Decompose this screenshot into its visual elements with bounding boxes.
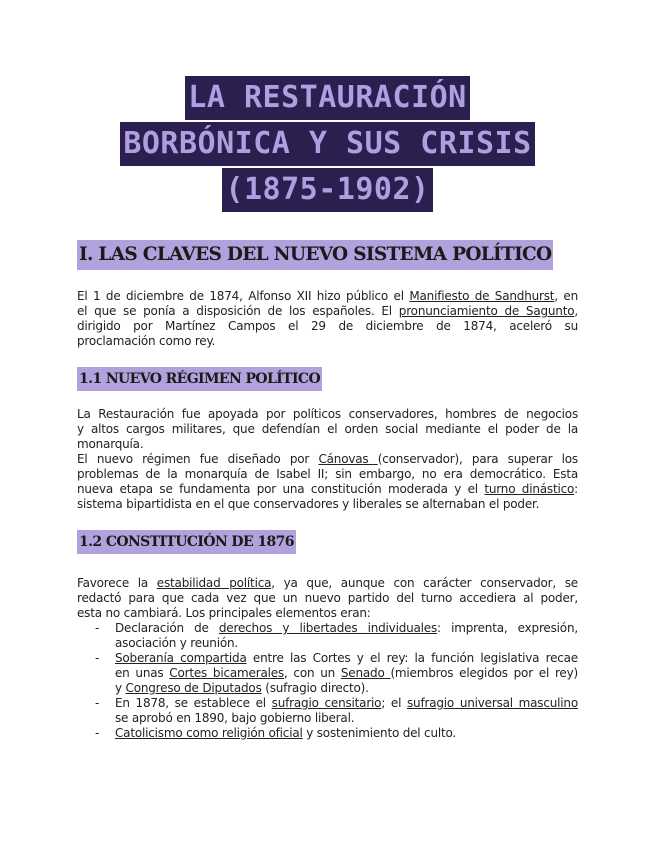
estabilidad-politica-term: estabilidad política: [156, 576, 272, 590]
text-line: nueva etapa se fundamenta por una constitución moderada y el turno dinástico:: [77, 482, 578, 496]
title-text-3: (1875-1902): [222, 168, 432, 212]
pronunciamiento-sagunto-term: pronunciamiento de Sagunto: [398, 304, 575, 318]
section-1-heading: I. LAS CLAVES DEL NUEVO SISTEMA POLÍTICO: [77, 240, 553, 270]
section-1-2-heading: 1.2 CONSTITUCIÓN DE 1876: [77, 530, 296, 554]
text-line: sistema bipartidista en el que conservadores y liberales se alternaban el poder.: [77, 497, 540, 511]
derechos-libertades-term: derechos y libertades individuales: [218, 621, 438, 635]
bullet-dash: -: [95, 651, 100, 665]
text-line: El nuevo régimen fue diseñado por Cánovas (conservador), para superar los: [77, 452, 578, 466]
turno-dinastico-term: turno dinástico: [484, 482, 575, 496]
congreso-diputados-term: Congreso de Diputados: [125, 681, 262, 695]
section-1-paragraph: [77, 289, 578, 349]
soberania-compartida-term: Soberanía compartida: [115, 651, 247, 665]
text-line: Favorece la estabilidad política, ya que, aunque con carácter conservador, se: [77, 576, 578, 590]
section-1-1-paragraph-1: [77, 407, 578, 452]
cortes-bicamerales-term: Cortes bicamerales: [169, 666, 284, 680]
sufragio-universal-term: sufragio universal masculino: [407, 696, 578, 710]
list-item: - Catolicismo como religión oficial y sostenimiento del culto.: [95, 726, 457, 740]
title-line-2: [0, 122, 655, 168]
text-line: El 1 de diciembre de 1874, Alfonso XII hizo público el Manifiesto de Sandhurst, en: [77, 289, 578, 303]
section-1-1-paragraph-2: [77, 452, 578, 512]
manifiesto-sandhurst-term: Manifiesto de Sandhurst: [409, 289, 555, 303]
title-line-1: [0, 76, 655, 122]
section-1-2-intro: [77, 576, 578, 621]
text-line: y altos cargos militares, que defendían el orden social mediante el poder de la: [77, 422, 578, 436]
bullet-dash: -: [95, 621, 100, 635]
list-item: - Declaración de derechos y libertades individuales: imprenta, expresión, asociación y reunión.: [95, 621, 578, 650]
list-item: - En 1878, se establece el sufragio censitario; el sufragio universal masculino se aprobó en 1890, bajo gobierno liberal.: [95, 696, 578, 725]
text-line: problemas de la monarquía de Isabel II; sin embargo, no era democrático. Esta: [77, 467, 578, 481]
text-line: dirigido por Martínez Campos el 29 de diciembre de 1874, aceleró su: [77, 319, 578, 333]
list-item: - Soberanía compartida entre las Cortes y el rey: la función legislativa recae en unas Cortes bicamerales, con un Senado (miembros elegidos por el rey) y Congreso de Diputados (sufragio directo).: [95, 651, 578, 695]
bullet-dash: -: [95, 696, 100, 710]
sufragio-censitario-term: sufragio censitario: [271, 696, 382, 710]
document-title: [0, 76, 655, 214]
title-text-1: LA RESTAURACIÓN: [185, 76, 469, 120]
constitution-elements-list: [77, 621, 578, 741]
text-line: esta no cambiará. Los principales elementos eran:: [77, 606, 371, 620]
section-1-1-heading: 1.1 NUEVO RÉGIMEN POLÍTICO: [77, 367, 322, 391]
catolicismo-term: Catolicismo como religión oficial: [115, 726, 303, 740]
title-line-3: [0, 168, 655, 214]
text-line: redactó para que cada vez que un nuevo partido del turno accediera al poder,: [77, 591, 578, 605]
senado-term: Senado: [340, 666, 391, 680]
text-line: monarquía.: [77, 437, 144, 451]
text-line: el que se ponía a disposición de los españoles. El pronunciamiento de Sagunto,: [77, 304, 578, 318]
bullet-dash: -: [95, 726, 100, 740]
canovas-term: Cánovas: [318, 452, 378, 466]
text-line: proclamación como rey.: [77, 334, 216, 348]
text-line: La Restauración fue apoyada por políticos conservadores, hombres de negocios: [77, 407, 578, 421]
title-text-2: BORBÓNICA Y SUS CRISIS: [120, 122, 534, 166]
